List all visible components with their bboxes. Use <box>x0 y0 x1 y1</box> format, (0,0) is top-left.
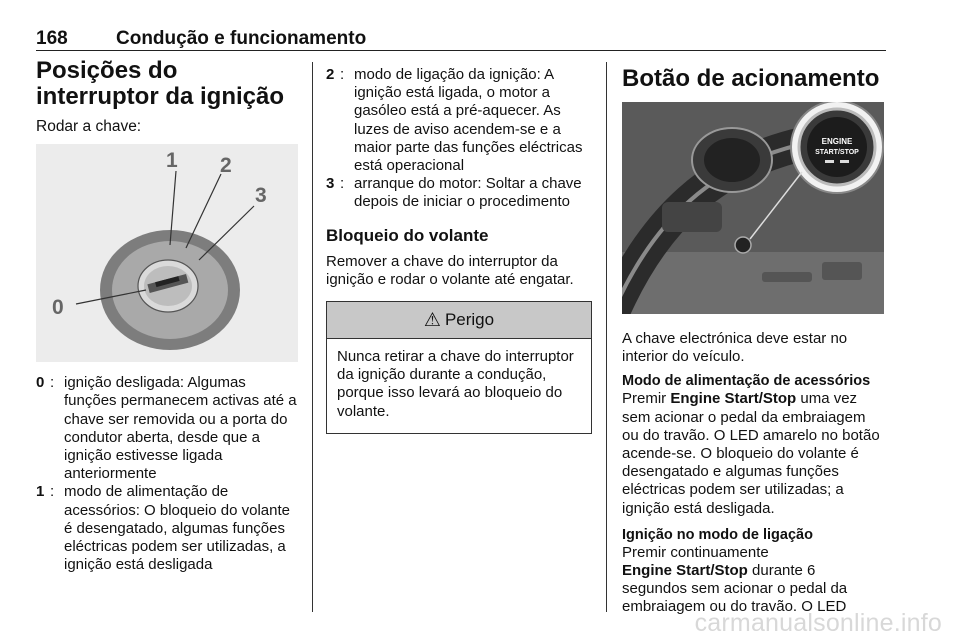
ignition-description: durante 6 segundos sem acionar o pedal da embraiagem ou do travão. O LED <box>622 562 848 616</box>
position-colon: : <box>50 374 55 392</box>
position-item-2 <box>326 66 592 175</box>
position-colon: : <box>340 66 345 83</box>
watermark: carmanualsonline.info <box>694 609 942 637</box>
engine-button-label: ENGINE <box>821 137 853 146</box>
accessory-premir: Premir <box>622 390 667 408</box>
ignition-on-heading: Ignição no modo de ligação <box>622 526 813 543</box>
steering-lock-heading: Bloqueio do volante <box>326 225 489 245</box>
ignition-on-text <box>622 544 884 617</box>
position-list-continued <box>326 66 592 212</box>
section-title-start-button: Botão de acionamento <box>622 65 880 92</box>
accessory-mode-heading: Modo de alimentação de acessórios <box>622 373 871 390</box>
middle-column <box>326 66 592 434</box>
right-column <box>622 58 884 617</box>
left-column <box>36 58 302 574</box>
position-label-3: 3 <box>255 184 267 208</box>
position-item-1 <box>36 483 302 574</box>
position-label-0: 0 <box>52 296 64 320</box>
position-label-1: 1 <box>166 149 178 173</box>
position-description: arranque do motor: Soltar a chave depois de iniciar o procedimento <box>354 175 582 211</box>
engine-start-stop-ref-2: Engine Start/Stop <box>622 562 748 580</box>
ignition-switch-figure <box>36 144 298 362</box>
warning-text: Nunca retirar a chave do interruptor da ignição durante a condução, porque isso levará ao bloqueio do volante. <box>337 348 574 420</box>
ignition-premir-line: Premir continuamente <box>622 543 769 561</box>
warning-title: Perigo <box>444 310 495 330</box>
column-divider-2 <box>606 62 607 612</box>
position-colon: : <box>340 175 345 193</box>
key-inside-text: A chave electrónica deve estar no interior do veículo. <box>622 330 848 366</box>
position-list <box>36 374 302 574</box>
page-number: 168 <box>36 28 68 49</box>
section-title-ignition-positions: Posições do interruptor da ignição <box>36 57 285 110</box>
accessory-mode-text <box>622 390 884 517</box>
page-header <box>36 22 886 51</box>
position-key: 0 <box>36 374 45 392</box>
ignition-switch-illustration <box>36 144 298 362</box>
dashboard-start-button-illustration <box>622 102 884 314</box>
position-item-0 <box>36 374 302 483</box>
engine-start-stop-ref: Engine Start/Stop <box>670 390 797 408</box>
warning-header <box>327 302 591 339</box>
position-description: modo de alimentação de acessórios: O bloqueio do volante é desengatado, algumas funções eléctricas podem ser utilizadas, a ignição está desligada <box>64 483 290 574</box>
position-item-3 <box>326 175 592 211</box>
position-key: 1 <box>36 483 45 501</box>
warning-triangle-icon: ⚠ <box>423 309 441 331</box>
position-description: modo de ligação da ignição: A ignição está ligada, o motor a gasóleo está a pré-aquecer. As luzes de aviso acendem-se e a maior parte das funções eléctricas está operacional <box>354 66 583 175</box>
running-title: Condução e funcionamento <box>116 28 367 49</box>
start-stop-button-label: START/STOP <box>815 149 859 156</box>
position-colon: : <box>50 483 55 501</box>
steering-lock-text: Remover a chave do interruptor da ignição e rodar o volante até engatar. <box>326 252 574 288</box>
accessory-description: uma vez sem acionar o pedal da embraiagem ou do travão. O LED amarelo no botão acende-se. O bloqueio do volante é desengatado e algumas funções eléctricas podem ser utilizadas; a ignição está desligada. <box>622 390 880 517</box>
position-key: 2 <box>326 66 335 83</box>
column-divider-1 <box>312 62 313 612</box>
position-description: ignição desligada: Algumas funções permanecem activas até a chave ser removida ou a porta do condutor aberta, desde que a ignição estivesse ligada anteriormente <box>64 374 297 483</box>
danger-warning-box <box>326 301 592 434</box>
position-key: 3 <box>326 175 335 193</box>
intro-text: Rodar a chave: <box>36 118 142 135</box>
position-label-2: 2 <box>220 154 232 178</box>
start-button-figure <box>622 102 884 314</box>
